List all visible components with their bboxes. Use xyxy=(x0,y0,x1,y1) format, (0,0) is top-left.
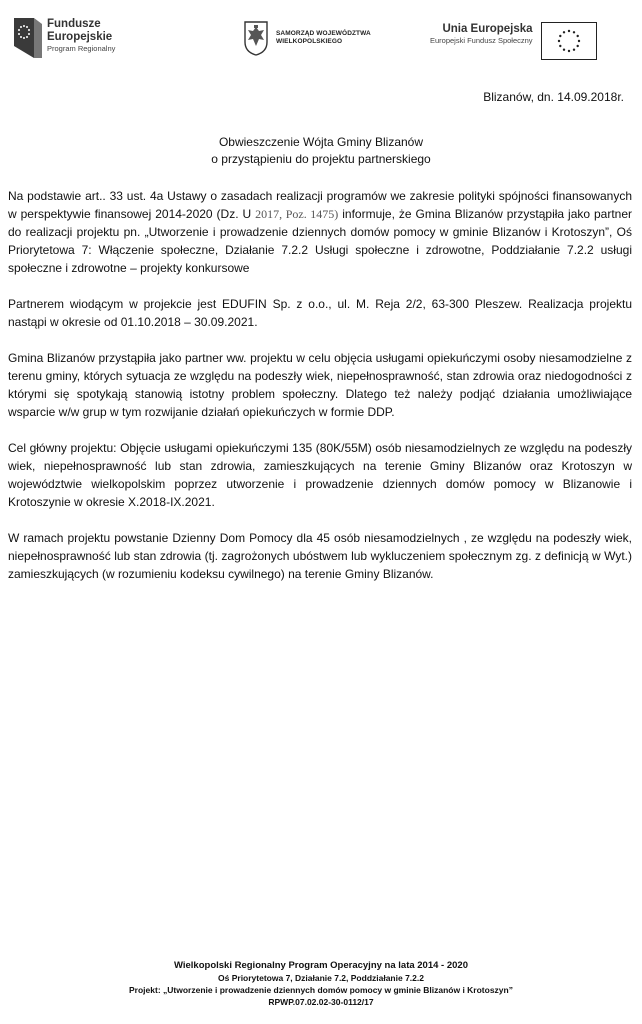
paragraph-1-text-a: Na podstawie art.. 33 ust. 4a Ustawy o zasadach realizacji programów we zakresie polityki spójności finansowanych w perspektywie finansowej 2014-2020 (Dz. U xyxy=(8,189,632,221)
eagle-crest-icon xyxy=(243,20,269,56)
eu-flag-icon xyxy=(541,22,597,60)
paragraph-purpose: Gmina Blizanów przystąpiła jako partner ww. projektu w celu objęcia usługami opiekuńczymi osoby niesamodzielne z terenu gminy, których sytuacja ze względu na podeszły wiek, niepełnosprawność, stan zdrowia oraz niedogodności z którymi się spotykają stanowią istotny problem społeczny. Dlatego też należy podjąć działania umożliwiające wsparcie w/w grup w tym rozwijanie działań opiekuńczych w formie DDP. xyxy=(8,351,632,419)
fe-line1: Fundusze xyxy=(47,18,101,30)
paragraph-day-care-home: W ramach projektu powstanie Dzienny Dom Pomocy dla 45 osób niesamodzielnych , ze względu na podeszły wiek, niepełnosprawność lub stan zdrowia (tj. zagrożonych ubóstwem lub wykluczeniem społecznym zg. z definicją w Wyt.) zamieszkujących (w rozumieniu kodeksu cywilnego) na terenie Gminy Blizanów. xyxy=(8,531,632,581)
ue-title: Unia Europejska xyxy=(442,23,533,35)
heading-line2: o przystąpieniu do projektu partnerskiego xyxy=(211,152,431,166)
paragraph-main-goal: Cel główny projektu: Objęcie usługami opiekuńczymi 135 (80K/55M) osób niesamodzielnych ze względu na podeszły wiek, niepełnosprawność lub stan zdrowia, zamieszkujących na terenie Gminy Blizanów oraz Krotoszyn w województwie wielkopolskim poprzez utworzenie i prowadzenie dziennych domów pomocy w Blizanowie i Krotoszynie w okresie X.2018-IX.2021. xyxy=(8,441,632,509)
fundusze-europejskie-icon xyxy=(14,18,42,58)
fe-line2: Europejskie xyxy=(47,31,113,43)
footer-line2: Oś Priorytetowa 7, Działanie 7.2, Poddziałanie 7.2.2 xyxy=(218,973,424,983)
document-heading xyxy=(0,134,642,168)
ue-sub: Europejski Fundusz Społeczny xyxy=(430,36,533,45)
samorzad-wielkopolski-logo xyxy=(243,20,371,56)
heading-line1: Obwieszczenie Wójta Gminy Blizanów xyxy=(218,135,424,149)
document-body xyxy=(8,187,632,601)
document-footer xyxy=(0,960,642,1008)
paragraph-lead-partner: Partnerem wiodącym w projekcie jest EDUFIN Sp. z o.o., ul. M. Reja 2/2, 63-300 Pleszew. Realizacja projektu nastąpi w okresie od 01.10.2018 – 30.09.2021. xyxy=(8,297,632,329)
document-date: Blizanów, dn. 14.09.2018r. xyxy=(483,90,624,104)
logo-bar xyxy=(0,0,642,80)
footer-line3: Projekt: „Utworzenie i prowadzenie dziennych domów pomocy w gminie Blizanów i Krotoszyn” xyxy=(129,985,513,995)
wlkp-line1: SAMORZĄD WOJEWÓDZTWA xyxy=(276,30,371,37)
paragraph-1-text-b: informuje, że Gmina Blizanów przystąpiła jako partner do realizacji projektu pn. „Utworzenie i prowadzenie dziennych domów pomocy w gminie Blizanów i Krotoszyn”, Oś Priorytetowa 7: Włączenie społeczne, Działanie 7.2.2 Usługi społeczne i zdrowotne, Poddziałanie 7.2.2 usługi społeczne i zdrowotne – projekty konkursowe xyxy=(8,207,633,275)
fe-sub: Program Regionalny xyxy=(47,44,116,53)
footer-line4: RPWP.07.02.02-30-0112/17 xyxy=(268,997,374,1007)
footer-line1: Wielkopolski Regionalny Program Operacyjny na lata 2014 - 2020 xyxy=(173,960,468,971)
unia-europejska-logo xyxy=(430,22,597,60)
wlkp-line2: WIELKOPOLSKIEGO xyxy=(276,38,343,45)
paragraph-legal-basis xyxy=(8,187,632,277)
fundusze-europejskie-logo xyxy=(14,18,115,58)
journal-reference: 2017, Poz. 1475) xyxy=(255,207,339,221)
